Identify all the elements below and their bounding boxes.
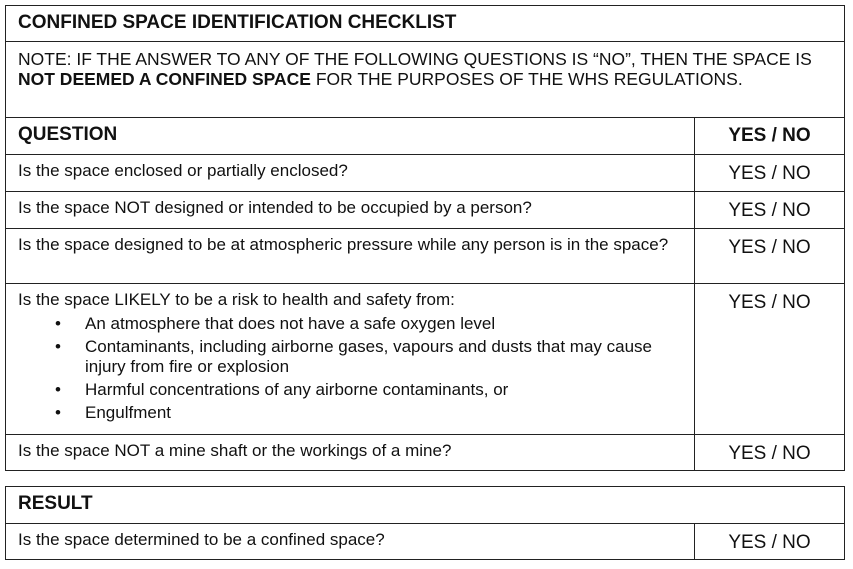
question-text: Is the space designed to be at atmospheric pressure while any person is in the space? xyxy=(18,235,669,254)
checklist-title-row xyxy=(6,6,844,41)
note-text xyxy=(6,42,844,117)
note-row xyxy=(6,41,844,117)
answer-cell[interactable]: YES / NO xyxy=(694,435,844,470)
list-item-text: An atmosphere that does not have a safe oxygen level xyxy=(85,314,496,333)
checklist-title: CONFINED SPACE IDENTIFICATION CHECKLIST xyxy=(18,12,457,33)
bullet-icon: • xyxy=(55,337,61,356)
list-item xyxy=(18,380,682,400)
question-text: Is the space NOT a mine shaft or the workings of a mine? xyxy=(18,441,452,460)
header-row xyxy=(6,117,844,154)
question-header: QUESTION xyxy=(18,124,118,145)
question-cell xyxy=(6,284,694,434)
answer-header: YES / NO xyxy=(694,118,844,154)
bullet-icon: • xyxy=(55,403,61,422)
result-row xyxy=(6,523,844,559)
answer-cell[interactable]: YES / NO xyxy=(694,229,844,283)
list-item-text: Engulfment xyxy=(85,403,171,422)
hazard-list xyxy=(18,314,682,423)
question-text: Is the space LIKELY to be a risk to health and safety from: xyxy=(18,290,455,309)
result-title: RESULT xyxy=(18,493,93,514)
question-row xyxy=(6,191,844,228)
answer-cell[interactable]: YES / NO xyxy=(694,284,844,434)
result-table xyxy=(5,486,845,560)
question-text: Is the space NOT designed or intended to be occupied by a person? xyxy=(18,198,532,217)
question-row xyxy=(6,283,844,434)
question-row xyxy=(6,154,844,191)
question-row xyxy=(6,434,844,470)
answer-cell[interactable]: YES / NO xyxy=(694,192,844,228)
bullet-icon: • xyxy=(55,314,61,333)
question-text: Is the space enclosed or partially enclosed? xyxy=(18,161,348,180)
list-item-text: Harmful concentrations of any airborne contaminants, or xyxy=(85,380,509,399)
list-item xyxy=(18,314,682,334)
bullet-icon: • xyxy=(55,380,61,399)
result-title-row xyxy=(6,487,844,523)
result-answer-cell[interactable]: YES / NO xyxy=(694,524,844,559)
note-suffix: FOR THE PURPOSES OF THE WHS REGULATIONS. xyxy=(310,69,743,89)
list-item-text: Contaminants, including airborne gases, vapours and dusts that may cause injury from fire or explosion xyxy=(85,337,652,376)
checklist-table xyxy=(5,5,845,471)
question-row xyxy=(6,228,844,283)
list-item xyxy=(18,337,682,377)
answer-cell[interactable]: YES / NO xyxy=(694,155,844,191)
list-item xyxy=(18,403,682,423)
note-emphasis: NOT DEEMED A CONFINED SPACE xyxy=(18,69,311,89)
result-question: Is the space determined to be a confined space? xyxy=(18,530,385,549)
note-prefix: NOTE: IF THE ANSWER TO ANY OF THE FOLLOWING QUESTIONS IS “NO”, THEN THE SPACE IS xyxy=(18,49,812,69)
